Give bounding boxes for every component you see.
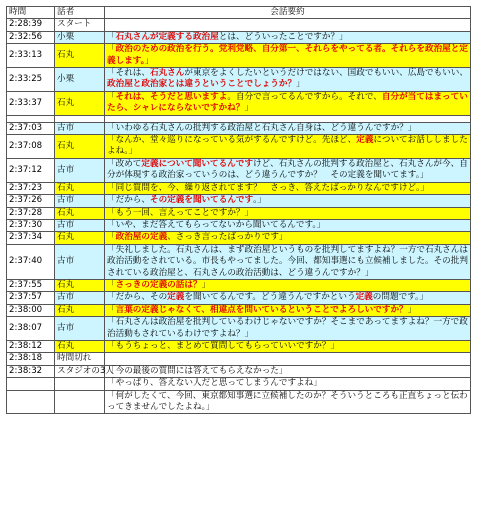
summary-cell xyxy=(105,158,471,182)
summary-cell xyxy=(105,91,471,115)
summary-text: 「同じ質問を、今、繰り返されてます？ さっき、答えたばっかりなんですけど。」 xyxy=(107,182,429,193)
summary-cell xyxy=(105,135,471,159)
summary-cell xyxy=(105,31,471,43)
summary-text: 「やっぱり、答えない人だと思ってしまうんですよね」 xyxy=(107,378,322,389)
table-row xyxy=(7,91,471,115)
time-cell: 2:38:12 xyxy=(7,340,55,352)
time-cell: 2:38:18 xyxy=(7,353,55,365)
summary-text: けど、石丸さんの批判する政治屋と、石丸さんが今、自分が体現する政治家っていうのは、どう違うんですか？ その定義を聞いてます。」 xyxy=(107,158,468,181)
time-cell: 2:38:32 xyxy=(7,365,55,377)
speaker-cell: 石丸 xyxy=(55,279,105,291)
blank-cell xyxy=(7,115,55,122)
summary-emphasis: 定義について聞いてるんです xyxy=(141,158,253,169)
summary-text: 」 xyxy=(144,55,154,66)
time-cell: 2:37:55 xyxy=(7,279,55,291)
speaker-cell: 古市 xyxy=(55,158,105,182)
summary-text: を聞いてるんです。どう違うんですかという xyxy=(184,292,356,303)
table-row xyxy=(7,31,471,43)
summary-cell xyxy=(105,279,471,291)
summary-text: 「何がしたくて、今回、東京都知事選に立候補したのか？そういうところも正直ちょっと伝わってきませんでしたよね。」 xyxy=(107,390,468,412)
table-row xyxy=(7,182,471,194)
speaker-cell: 石丸 xyxy=(55,232,105,244)
summary-text: が東京をよくしたいというだけではない、国政でもいい、広島でもいい、 xyxy=(184,68,468,79)
table-row xyxy=(7,68,471,92)
summary-cell xyxy=(105,122,471,134)
summary-text: 「 xyxy=(107,304,116,315)
summary-cell xyxy=(105,390,471,414)
summary-text: 」 xyxy=(201,279,211,290)
speaker-cell: 時間切れ xyxy=(55,353,105,365)
summary-emphasis: 定義 xyxy=(356,135,374,146)
time-cell: 2:33:13 xyxy=(7,44,55,68)
summary-text: 「今の最後の質問には答えてもらえなかった」 xyxy=(107,365,288,376)
table-row xyxy=(7,365,471,377)
summary-text: 「もうちょっと、まとめて質問してもらっていいですか？」 xyxy=(107,340,340,351)
time-cell: 2:33:25 xyxy=(7,68,55,92)
summary-text: の問題です。」 xyxy=(372,292,428,303)
speaker-cell: スタジオの3人 xyxy=(55,365,105,377)
table-row xyxy=(7,317,471,341)
speaker-cell: 石丸 xyxy=(55,207,105,219)
speaker-cell: 古市 xyxy=(55,219,105,231)
speaker-cell: 古市 xyxy=(55,195,105,207)
summary-cell xyxy=(105,195,471,207)
table-row xyxy=(7,390,471,414)
summary-emphasis: 自分が当てはまっていたら、シャレにならないですかね？ xyxy=(107,91,468,114)
blank-cell xyxy=(55,115,105,122)
time-cell xyxy=(7,390,55,414)
speaker-cell: スタート xyxy=(55,19,105,31)
summary-text: 「だから、その xyxy=(107,292,168,303)
header-time: 時間 xyxy=(7,7,55,19)
table-row xyxy=(7,353,471,365)
header-row xyxy=(7,7,471,19)
time-cell xyxy=(7,378,55,390)
summary-text: 「 xyxy=(107,232,116,243)
speaker-cell: 古市 xyxy=(55,292,105,304)
speaker-cell: 石丸 xyxy=(55,44,105,68)
header-speaker: 話者 xyxy=(55,7,105,19)
summary-text: 「 xyxy=(107,44,116,55)
summary-cell xyxy=(105,68,471,92)
summary-cell xyxy=(105,219,471,231)
summary-text: 」 xyxy=(244,103,253,114)
summary-cell xyxy=(105,365,471,377)
summary-cell xyxy=(105,19,471,31)
speaker-cell xyxy=(55,378,105,390)
summary-text: 」 xyxy=(296,79,305,90)
summary-cell xyxy=(105,207,471,219)
time-cell: 2:37:40 xyxy=(7,244,55,279)
summary-cell xyxy=(105,244,471,279)
summary-cell xyxy=(105,353,471,365)
summary-text: 「いわゆる石丸さんの批判する政治屋と石丸さん自身は、どう違うんですか？」 xyxy=(107,122,417,133)
blank-cell xyxy=(105,115,471,122)
speaker-cell: 石丸 xyxy=(55,304,105,316)
summary-text: とは、どういったことですか？」 xyxy=(218,31,348,42)
summary-text: 、さっき言ったばっかりです」 xyxy=(167,232,288,243)
summary-emphasis: その定義を聞いてるんです xyxy=(149,195,254,206)
summary-emphasis: 政治屋の定義 xyxy=(115,232,168,243)
summary-emphasis: 定義 xyxy=(167,292,185,303)
time-cell: 2:37:23 xyxy=(7,182,55,194)
table-row xyxy=(7,19,471,31)
summary-text: 。自分で言ってるんですから。それで、 xyxy=(227,91,382,102)
summary-emphasis: 定義 xyxy=(355,292,373,303)
speaker-cell: 石丸 xyxy=(55,340,105,352)
summary-text: 。」 xyxy=(253,195,267,206)
table-row xyxy=(7,158,471,182)
summary-cell xyxy=(105,340,471,352)
time-cell: 2:37:57 xyxy=(7,292,55,304)
summary-emphasis: 石丸さんが定義する政治屋 xyxy=(115,31,219,42)
table-row xyxy=(7,219,471,231)
summary-emphasis: 言葉の定義じゃなくて、相違点を問いているということでよろしいですか？ xyxy=(115,304,408,315)
table-row xyxy=(7,232,471,244)
time-cell: 2:37:30 xyxy=(7,219,55,231)
summary-text: についてお話ししましたよね。」 xyxy=(107,135,468,157)
header-summary: 会話要約 xyxy=(105,7,471,19)
time-cell: 2:37:28 xyxy=(7,207,55,219)
summary-cell xyxy=(105,304,471,316)
table-row xyxy=(7,279,471,291)
summary-cell xyxy=(105,292,471,304)
summary-cell xyxy=(105,44,471,68)
summary-text: 「 xyxy=(107,279,116,290)
table-body xyxy=(7,19,471,414)
summary-text: 「 xyxy=(107,91,116,102)
table-row xyxy=(7,44,471,68)
summary-text: 「それは、 xyxy=(107,68,150,79)
time-cell: 2:37:08 xyxy=(7,135,55,159)
table-row xyxy=(7,122,471,134)
time-cell: 2:38:07 xyxy=(7,317,55,341)
time-cell: 2:32:56 xyxy=(7,31,55,43)
speaker-cell: 小栗 xyxy=(55,68,105,92)
summary-emphasis: 政治のための政治を行う。党利党略、自分第一、それらをやってる者。それらを政治屋と定義します。 xyxy=(107,44,468,66)
table-row xyxy=(7,292,471,304)
summary-emphasis: 石丸さん xyxy=(149,68,185,79)
summary-cell xyxy=(105,378,471,390)
summary-emphasis: それは、そうだと思いますよ xyxy=(115,91,228,102)
summary-text: 「改めて xyxy=(107,158,142,169)
summary-cell xyxy=(105,182,471,194)
speaker-cell: 古市 xyxy=(55,317,105,341)
time-cell: 2:37:26 xyxy=(7,195,55,207)
summary-cell xyxy=(105,317,471,341)
summary-text: 「失礼しました。石丸さんは、まず政治屋というものを批判してますよね？一方で石丸さんは政治活動をされている。市長もやってました。今回、都知事選にも立候補しました。その批判されている政治屋と、石丸さんの政治活動は、どう違うんですか？」 xyxy=(107,244,468,278)
conversation-table xyxy=(6,6,471,414)
table-row xyxy=(7,115,471,122)
time-cell: 2:37:34 xyxy=(7,232,55,244)
speaker-cell xyxy=(55,390,105,414)
time-cell: 2:37:03 xyxy=(7,122,55,134)
time-cell: 2:38:00 xyxy=(7,304,55,316)
time-cell: 2:28:39 xyxy=(7,19,55,31)
time-cell: 2:37:12 xyxy=(7,158,55,182)
summary-text: 「 xyxy=(107,31,116,42)
speaker-cell: 石丸 xyxy=(55,135,105,159)
speaker-cell: 小栗 xyxy=(55,31,105,43)
summary-text: 「なんか、堂々巡りになっている気がするんですけど。先ほど、 xyxy=(107,135,357,146)
time-cell: 2:33:37 xyxy=(7,91,55,115)
table-row xyxy=(7,340,471,352)
summary-text: 「もう一回、言えってことですか？」 xyxy=(107,207,254,218)
summary-emphasis: さっきの定義の話は？ xyxy=(115,279,202,290)
summary-emphasis: 政治屋と政治家とは違うということでしょうか？ xyxy=(107,79,297,90)
summary-text: 」 xyxy=(407,304,417,315)
table-row xyxy=(7,135,471,159)
table-row xyxy=(7,304,471,316)
speaker-cell: 石丸 xyxy=(55,91,105,115)
table-row xyxy=(7,244,471,279)
summary-text: 「だから、 xyxy=(107,195,150,206)
speaker-cell: 石丸 xyxy=(55,182,105,194)
table-row xyxy=(7,195,471,207)
summary-text: 「石丸さんは政治屋を批判しているわけじゃないですか？そこまであってますよね？一方で政治活動もされているわけですよね？」 xyxy=(107,317,468,339)
table-row xyxy=(7,207,471,219)
summary-cell xyxy=(105,232,471,244)
table-row xyxy=(7,378,471,390)
speaker-cell: 古市 xyxy=(55,122,105,134)
speaker-cell: 古市 xyxy=(55,244,105,279)
summary-text: 「いや、まだ答えてもらってないから聞いてるんです。」 xyxy=(107,219,326,230)
